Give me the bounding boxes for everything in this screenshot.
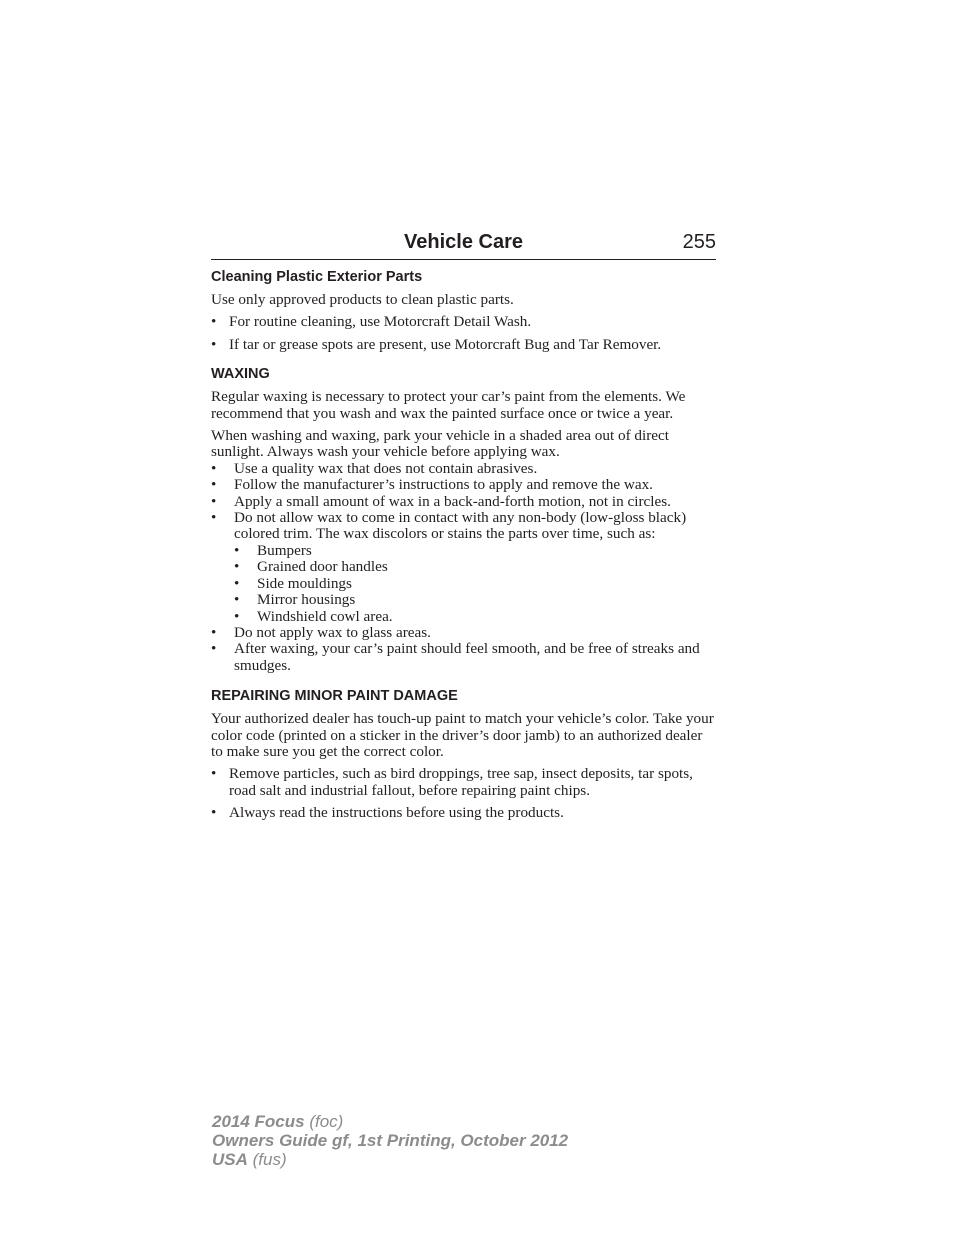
waxing-heading: WAXING	[211, 366, 270, 383]
bullet-icon: •	[211, 509, 217, 527]
list-item: • Do not allow wax to come in contact with any non-body (low-gloss black) colored trim. The wax discolors or stains the parts over time, such as: • Bumpers • Grained door handles • Side mouldings • Mirror housings • Windshield cowl area.	[211, 510, 716, 625]
sub-list-item: • Bumpers	[234, 541, 312, 559]
waxing-sub-list	[234, 543, 716, 625]
bullet-icon: •	[211, 640, 217, 658]
paint-damage-heading: REPAIRING MINOR PAINT DAMAGE	[211, 688, 458, 705]
section-title: Vehicle Care	[404, 231, 523, 253]
sub-list-item: • Windshield cowl area.	[234, 607, 393, 625]
bullet-icon: •	[234, 591, 240, 609]
footer-market-code: (fus)	[252, 1150, 287, 1169]
list-item: • Do not apply wax to glass areas.	[211, 623, 431, 641]
footer-model: 2014 Focus	[212, 1112, 305, 1131]
footer-line-2: Owners Guide gf, 1st Printing, October 2012	[212, 1131, 569, 1150]
page-number: 255	[682, 231, 716, 253]
list-item: • For routine cleaning, use Motorcraft Detail Wash.	[211, 313, 532, 331]
bullet-icon: •	[211, 765, 217, 783]
list-item: • Apply a small amount of wax in a back-and-forth motion, not in circles.	[211, 492, 671, 510]
page-header	[211, 226, 716, 260]
cleaning-plastic-intro: Use only approved products to clean plastic parts.	[211, 291, 514, 308]
sub-list-item: • Side mouldings	[234, 574, 352, 592]
footer-line-1	[212, 1112, 568, 1131]
list-item: • Remove particles, such as bird droppings, tree sap, insect deposits, tar spots, road salt and industrial fallout, before repairing paint chips.	[211, 765, 693, 799]
sub-list-item: • Grained door handles	[234, 558, 388, 576]
bullet-icon: •	[211, 623, 217, 641]
paint-damage-paragraph: Your authorized dealer has touch-up paint to match your vehicle’s color. Take your color code (printed on a sticker in the driver’s door jamb) to an authorized dealer to make sure you get the correct color.	[211, 710, 714, 760]
waxing-paragraph-1: Regular waxing is necessary to protect your car’s paint from the elements. We recommend that you wash and wax the painted surface once or twice a year.	[211, 388, 686, 422]
paint-damage-list	[211, 766, 716, 821]
list-item: • After waxing, your car’s paint should feel smooth, and be free of streaks and smudges.	[211, 640, 700, 674]
footer-line-3	[212, 1150, 568, 1169]
bullet-icon: •	[211, 492, 217, 510]
bullet-icon: •	[234, 541, 240, 559]
sub-list-item: • Mirror housings	[234, 591, 356, 609]
waxing-paragraph-2: When washing and waxing, park your vehicle in a shaded area out of direct sunlight. Always wash your vehicle before applying wax.	[211, 427, 669, 461]
bullet-icon: •	[234, 558, 240, 576]
bullet-icon: •	[234, 607, 240, 625]
cleaning-plastic-list	[211, 314, 716, 353]
cleaning-plastic-heading: Cleaning Plastic Exterior Parts	[211, 269, 423, 285]
bullet-icon: •	[234, 574, 240, 592]
waxing-list	[211, 461, 716, 674]
page-footer	[212, 1112, 568, 1169]
footer-market: USA	[212, 1150, 248, 1169]
list-item: • Always read the instructions before using the products.	[211, 804, 564, 822]
bullet-icon: •	[211, 459, 217, 477]
bullet-icon: •	[211, 476, 217, 494]
list-item: • If tar or grease spots are present, use Motorcraft Bug and Tar Remover.	[211, 335, 662, 353]
bullet-icon: •	[211, 335, 217, 353]
bullet-icon: •	[211, 313, 217, 331]
footer-model-code: (foc)	[309, 1112, 344, 1131]
bullet-icon: •	[211, 804, 217, 822]
list-item: • Follow the manufacturer’s instructions to apply and remove the wax.	[211, 476, 653, 494]
manual-page	[211, 226, 716, 822]
list-item: • Use a quality wax that does not contain abrasives.	[211, 459, 538, 477]
